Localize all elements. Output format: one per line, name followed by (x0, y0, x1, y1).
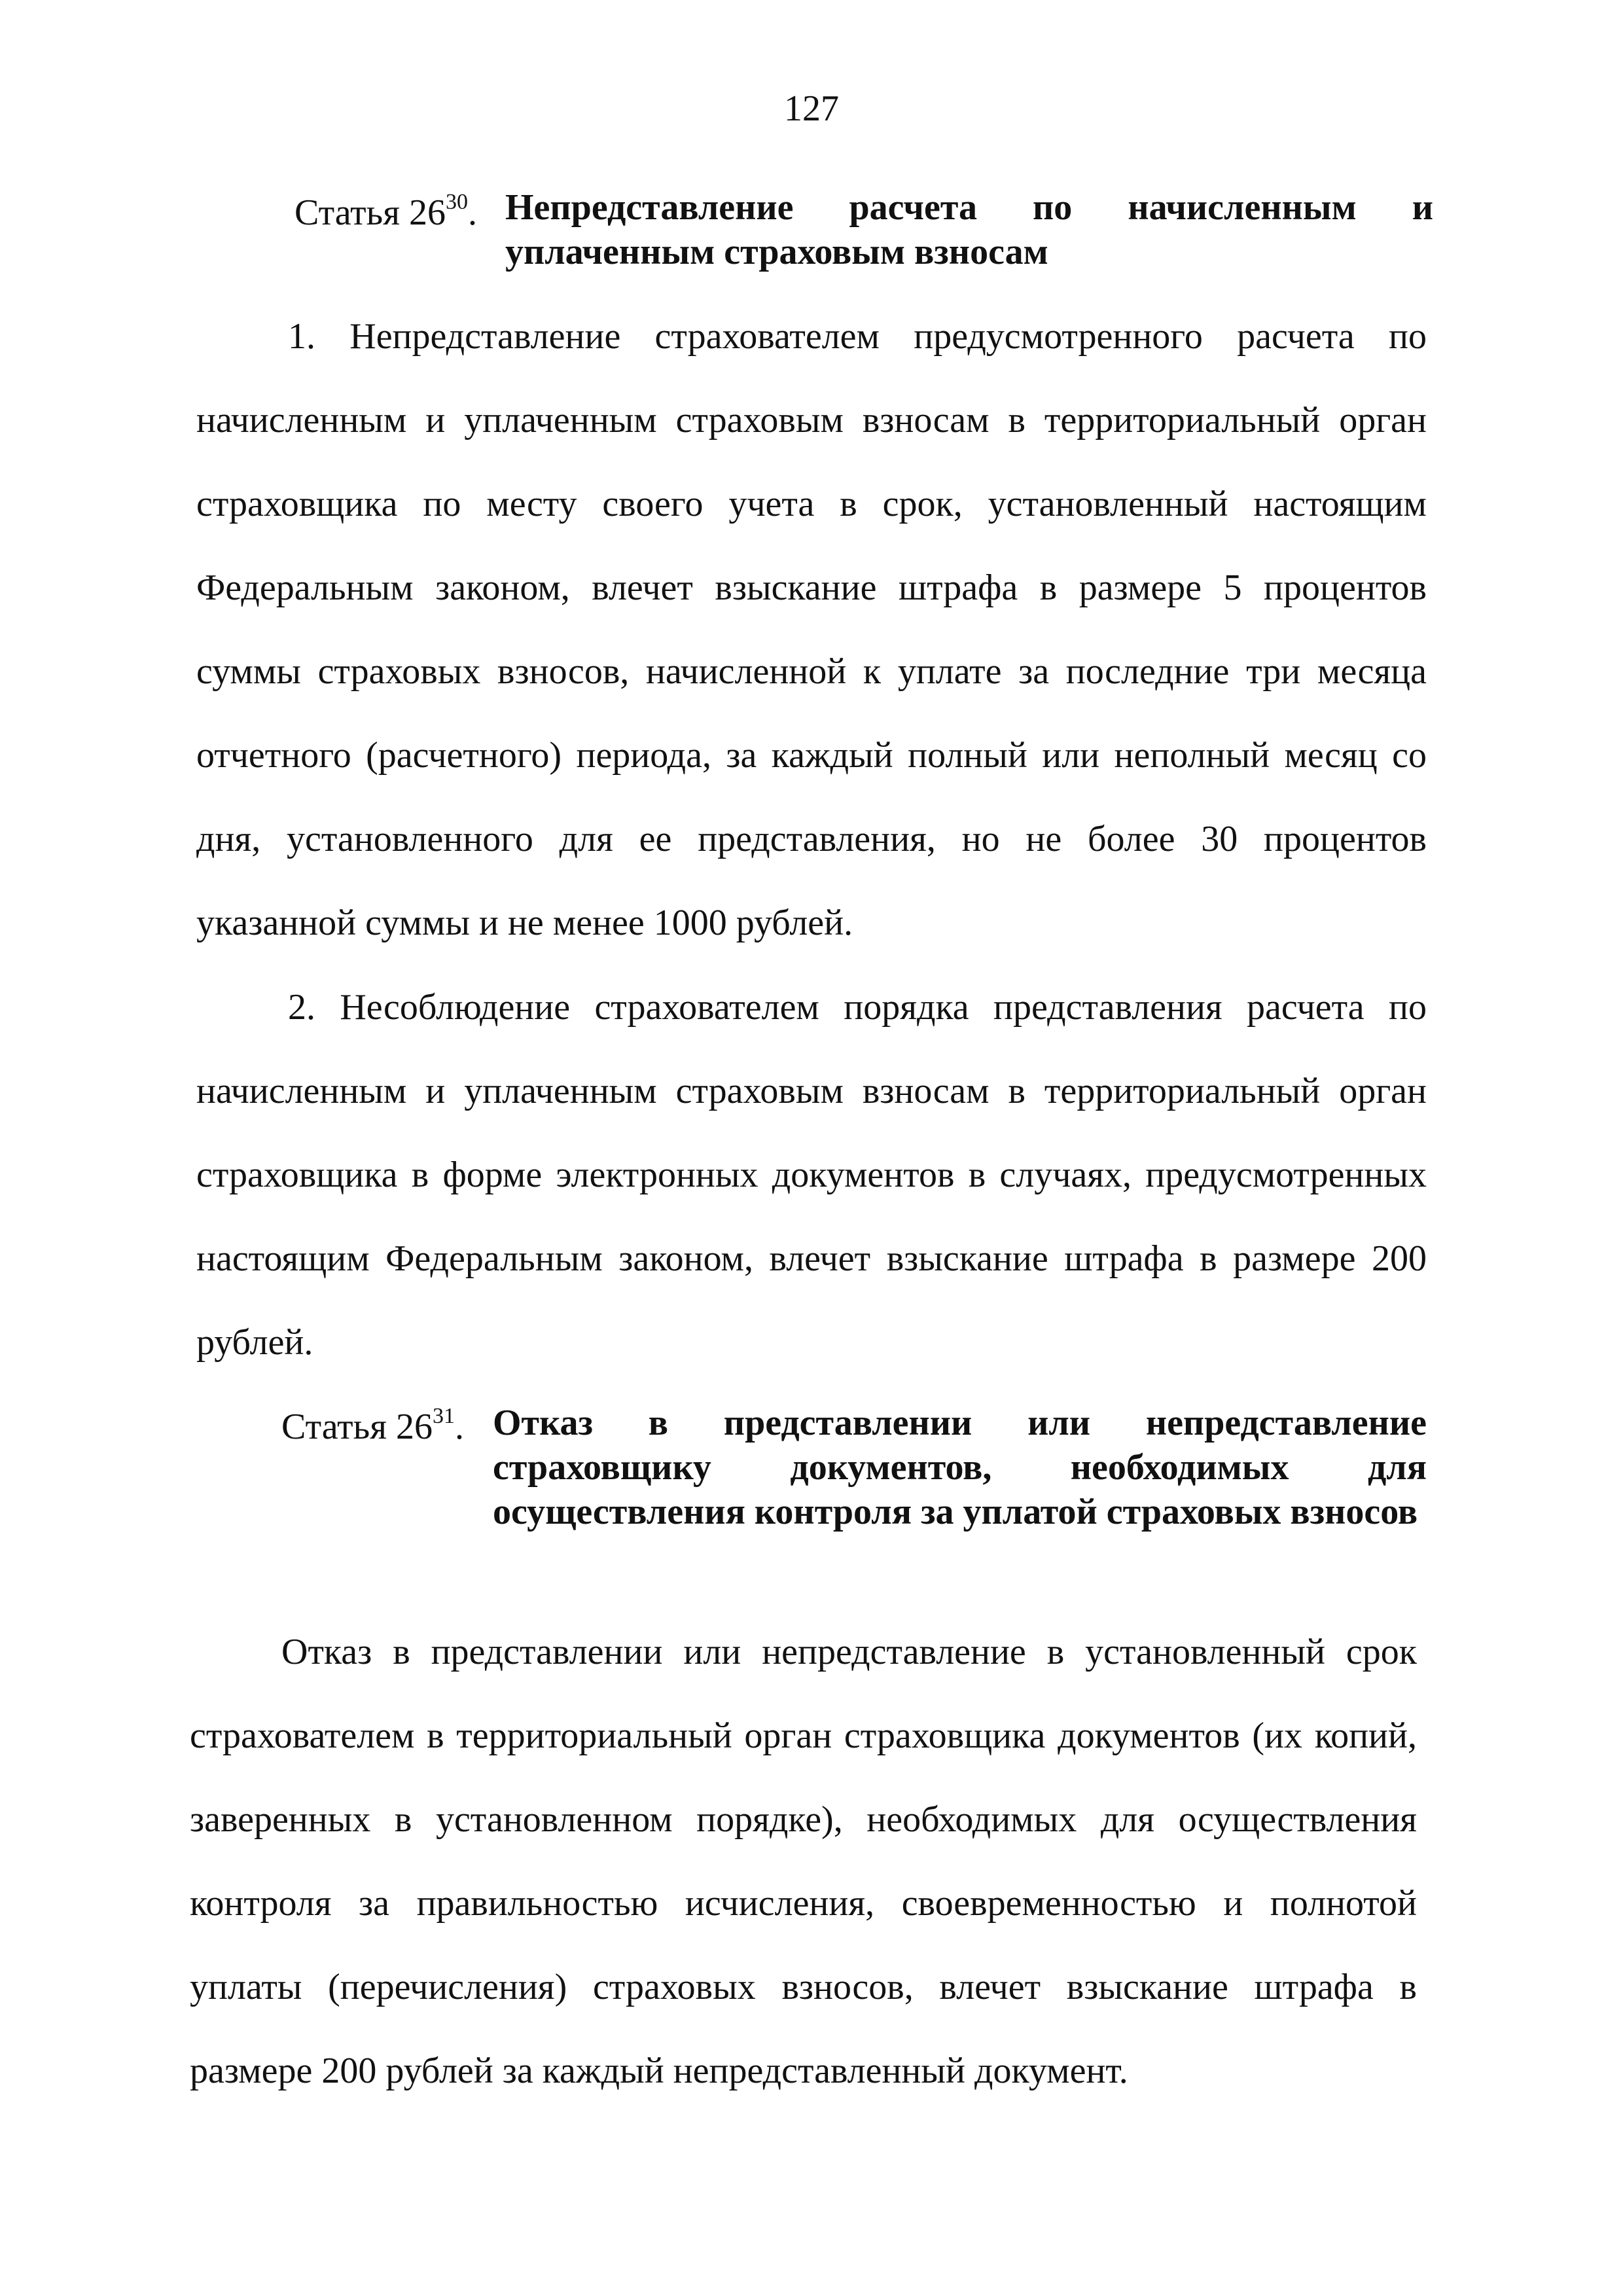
article-30-title: Непредставление расчета по начисленным и уплаченным страховым взносам (505, 187, 1433, 272)
article-31-label-text: Статья 26 (281, 1407, 433, 1447)
article-30-paragraph-2: 2. Несоблюдение страхователем порядка представления расчета по начисленным и уплаченным страховым взносам в территориальный орган страховщика в форме электронных документов в случаях, предусмотренных настоящим Федеральным законом, влечет взыскание штрафа в размере 200 рублей. (196, 987, 1427, 1363)
article-31-paragraph-1: Отказ в представлении или непредставление в установленный срок страхователем в территориальный орган страховщика документов (их копий, заверенных в установленном порядке), необходимых для осуществления контроля за правильностью исчисления, своевременностью и полнотой уплаты (перечисления) страховых взносов, влечет взыскание штрафа в размере 200 рублей за каждый непредставленный документ. (190, 1632, 1417, 2091)
article-30-label (294, 192, 477, 234)
article-31-label-sup: 31 (432, 1404, 455, 1428)
article-30-label-suffix: . (467, 192, 477, 233)
page-number: 127 (784, 88, 839, 129)
article-30-label-sup: 30 (445, 190, 468, 214)
article-30-label-text: Статья 26 (294, 192, 446, 233)
article-31-heading (281, 1401, 1427, 1584)
article-31-title: Отказ в представлении или непредставление страховщику документов, необходимых для осуществления контроля за уплатой страховых взносов (493, 1403, 1427, 1532)
article-31-label-suffix: . (454, 1407, 464, 1447)
article-30-heading (294, 185, 1433, 283)
article-31-label (281, 1406, 464, 1448)
article-30-paragraph-1: 1. Непредставление страхователем предусмотренного расчета по начисленным и уплаченным страховым взносам в территориальный орган страховщика по месту своего учета в срок, установленный настоящим Федеральным законом, влечет взыскание штрафа в размере 5 процентов суммы страховых взносов, начисленной к уплате за последние три месяца отчетного (расчетного) периода, за каждый полный или неполный месяц со дня, установленного для ее представления, но не более 30 процентов указанной суммы и не менее 1000 рублей. (196, 316, 1427, 943)
